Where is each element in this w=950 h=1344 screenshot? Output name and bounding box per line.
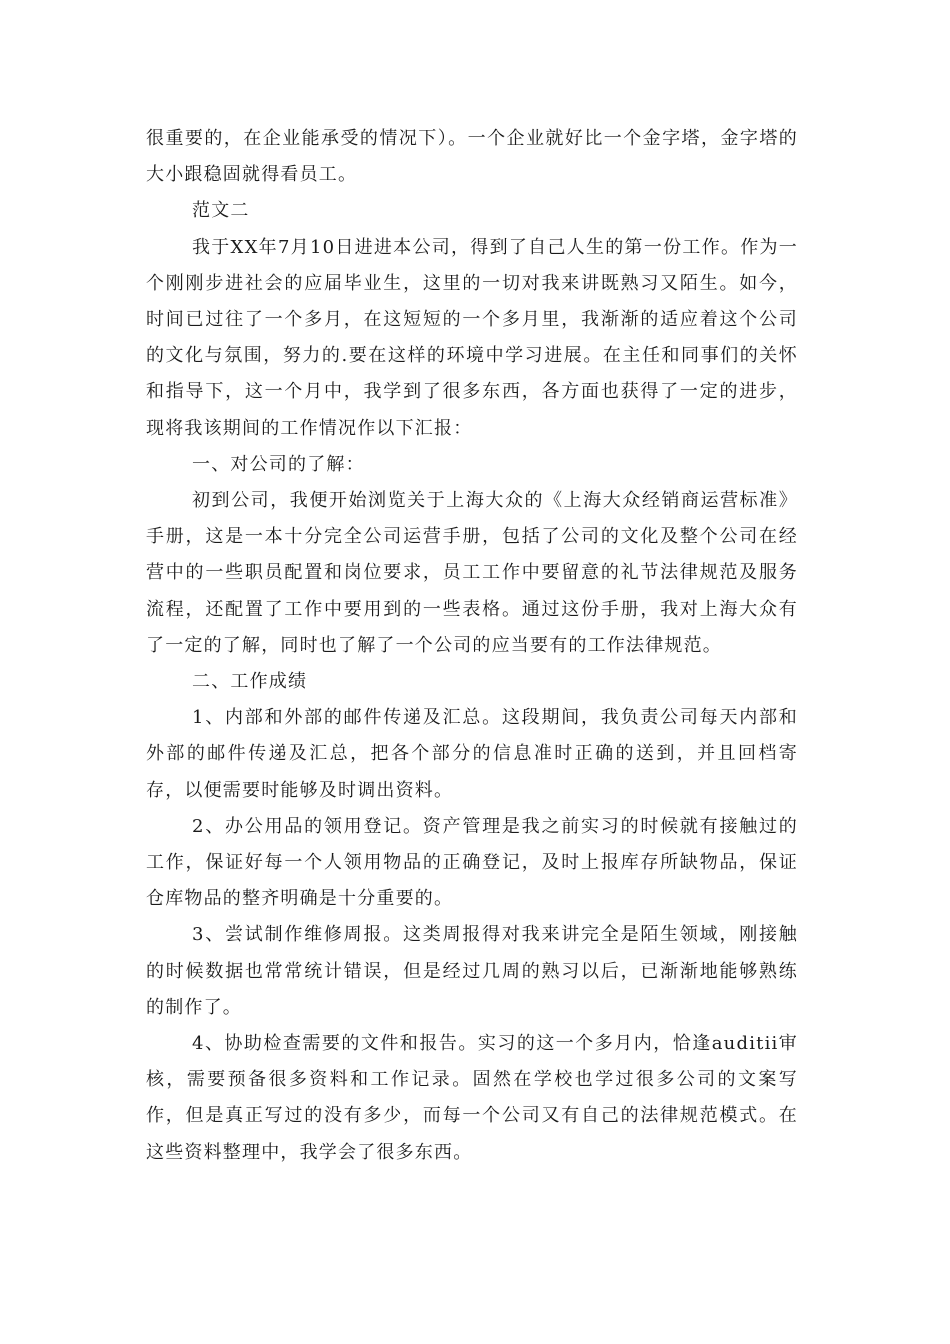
paragraph-item-1: 1、内部和外部的邮件传递及汇总。这段期间，我负责公司每天内部和外部的邮件传递及汇总，把各个部分的信息准时正确的送到，并且回档寄存，以便需要时能够及时调出资料。 (146, 707, 798, 801)
paragraph-item-4: 4、协助检查需要的文件和报告。实习的这一个多月内，恰逢auditii审核，需要预备很多资料和工作记录。固然在学校也学过很多公司的文案写作，但是真正写过的没有多少，而每一个公司又有自己的法律规范模式。在这些资料整理中，我学会了很多东西。 (146, 1033, 798, 1163)
paragraph-company-manual: 初到公司，我便开始浏览关于上海大众的《上海大众经销商运营标准》手册，这是一本十分完全公司运营手册，包括了公司的文化及整个公司在经营中的一些职员配置和岗位要求，员工工作中要留意的礼节法律规范及服务流程，还配置了工作中要用到的一些表格。通过这份手册，我对上海大众有了一定的了解，同时也了解了一个公司的应当要有的工作法律规范。 (146, 490, 798, 656)
paragraph-continued: 很重要的，在企业能承受的情况下）。一个企业就好比一个金字塔，金字塔的大小跟稳固就得看员工。 (146, 128, 798, 186)
document-page (146, 121, 798, 1171)
heading-work-results: 二、工作成绩 (192, 671, 308, 693)
section-title-fanwen-er: 范文二 (192, 200, 250, 222)
paragraph-item-3: 3、尝试制作维修周报。这类周报得对我来讲完全是陌生领域，刚接触的时候数据也常常统计错误，但是经过几周的熟习以后，已渐渐地能够熟练的制作了。 (146, 924, 798, 1018)
heading-company-understanding: 一、对公司的了解： (192, 453, 365, 475)
paragraph-item-2: 2、办公用品的领用登记。资产管理是我之前实习的时候就有接触过的工作，保证好每一个人领用物品的正确登记，及时上报库存所缺物品，保证仓库物品的整齐明确是十分重要的。 (146, 815, 798, 910)
paragraph-intro: 我于XX年7月10日进进本公司，得到了自己人生的第一份工作。作为一个刚刚步进社会的应届毕业生，这里的一切对我来讲既熟习又陌生。如今，时间已过往了一个多月，在这短短的一个多月里，我渐渐的适应着这个公司的文化与氛围，努力的.要在这样的环境中学习进展。在主任和同事们的关怀和指导下，这一个月中，我学到了很多东西，各方面也获得了一定的进步，现将我该期间的工作情况作以下汇报： (146, 236, 798, 439)
